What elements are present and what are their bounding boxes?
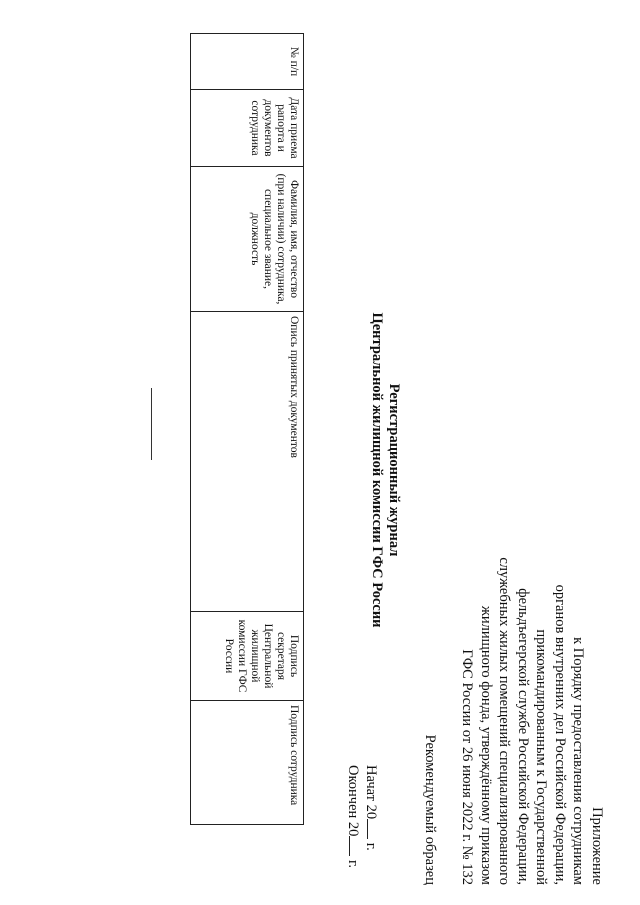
appendix-heading: Приложение [589,807,605,885]
divider-line [151,388,152,460]
title-line-2: Центральной жилищной комиссии ГФС России [369,312,385,628]
column-header-employee-signature: Подпись сотрудника [191,701,304,825]
appendix-line: органов внутренних дел Российской Федерации, [552,584,568,885]
column-header-number: № п/п [191,34,304,90]
finished-year-blank [349,836,362,856]
title-line-1: Регистрационный журнал [386,383,402,557]
column-header-secretary-signature: Подпись секретаря Центральной жилищной комиссии ГФС России [191,612,304,701]
recommended-sample-label: Рекомендуемый образец [422,734,438,885]
appendix-block [458,385,606,885]
appendix-line: служебных жилых помещений специализированного [496,557,513,885]
finished-year-suffix: г. [345,860,361,868]
journal-period [344,765,380,868]
column-header-documents: Опись принятых документов [191,312,304,612]
table-header-row [191,34,304,825]
appendix-line: ГФС России от 26 июня 2022 г. № 132 [459,649,476,885]
document-title [368,270,402,670]
column-header-employee: Фамилия, имя, отчество (при наличии) сотрудника, специальное звание, должность [191,167,304,312]
started-label: Начат 20 [363,765,379,820]
appendix-line: к Порядку предоставления сотрудникам [570,637,587,885]
column-header-date: Дата приема рапорта и документов сотрудника [191,90,304,167]
started-line [362,765,380,868]
journal-table [190,33,304,825]
finished-line [344,765,362,868]
appendix-line: прикомандированным к Государственной [533,629,550,885]
started-year-suffix: г. [363,842,379,851]
started-year-blank [367,819,380,839]
appendix-line: жилищного фонда, утверждённому приказом [478,605,494,885]
appendix-line: фельдъегерской службе Российской Федерации, [515,588,531,885]
finished-label: Окончен 20 [345,765,361,837]
